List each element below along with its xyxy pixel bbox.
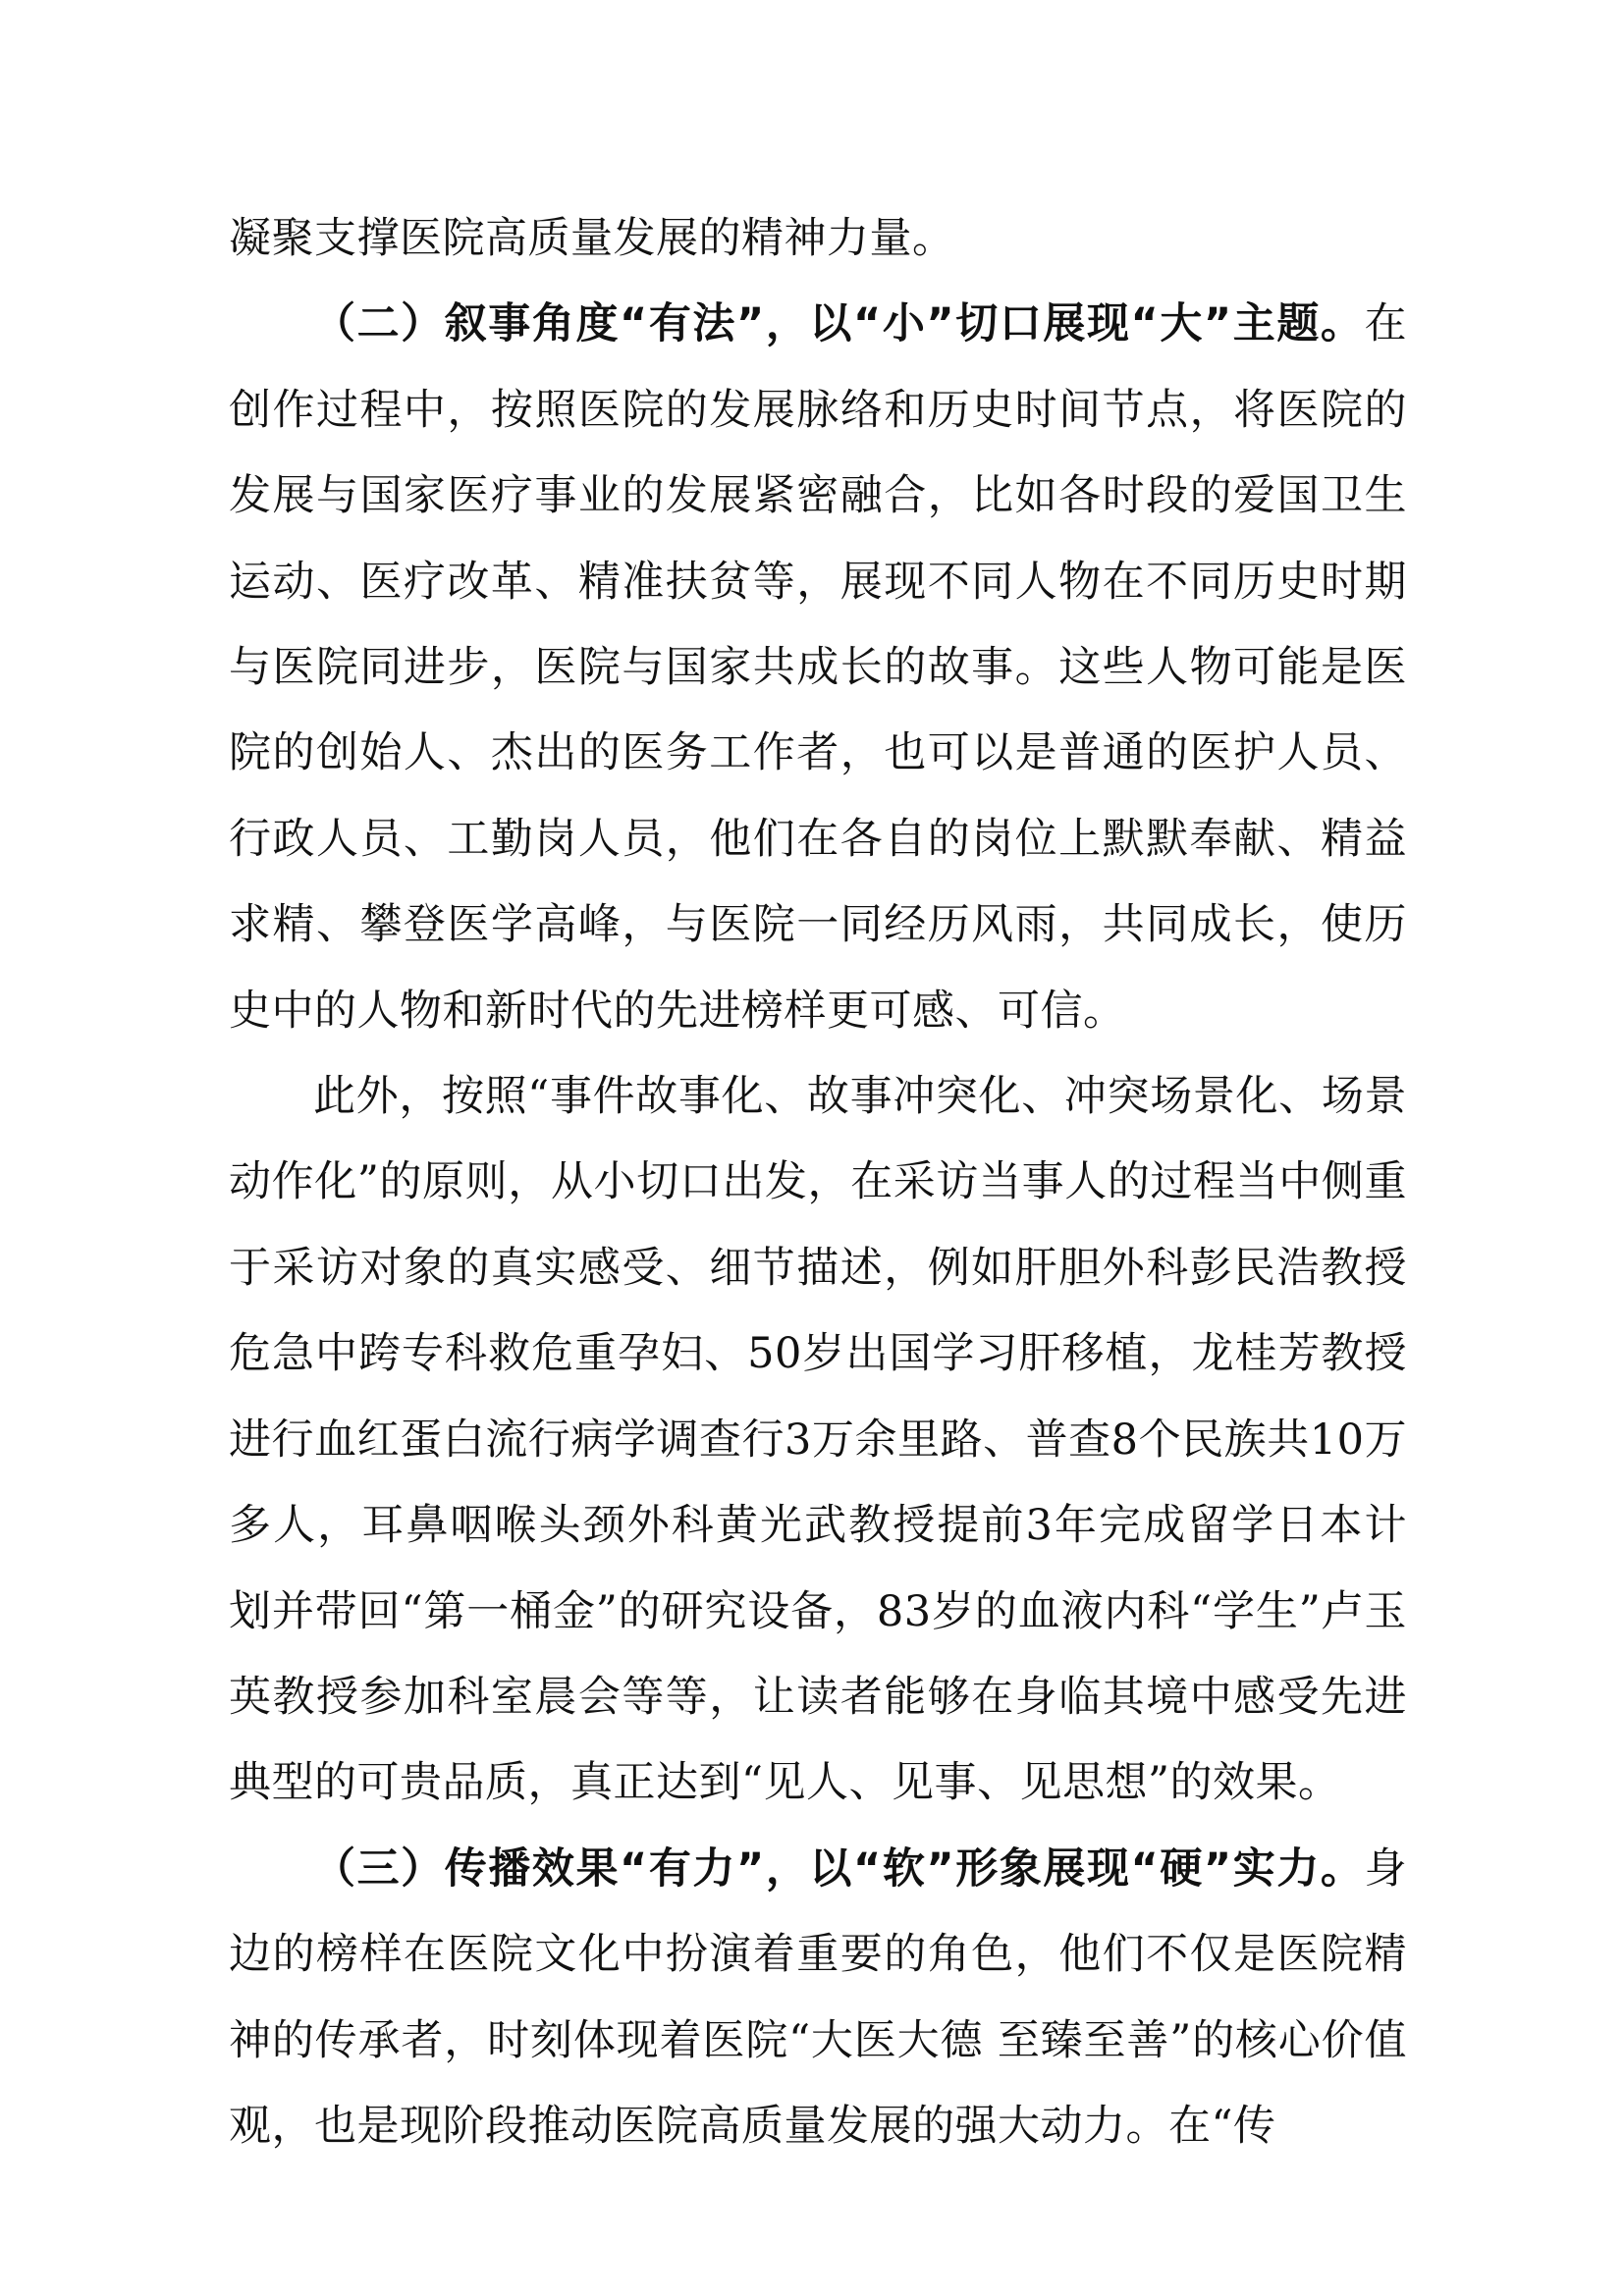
paragraph-section-two: [229, 282, 1407, 1054]
paragraph-text: 此外，按照“事件故事化、故事冲突化、冲突场景化、场景动作化”的原则，从小切口出发，在采访当事人的过程当中侧重于采访对象的真实感受、细节描述，例如肝胆外科彭民浩教授危急中跨专科救危重孕妇、50岁出国学习肝移植，龙桂芳教授进行血红蛋白流行病学调查行3万余里路、普查8个民族共10万多人，耳鼻咽喉头颈外科黄光武教授提前3年完成留学日本计划并带回“第一桶金”的研究设备，83岁的血液内科“学生”卢玉英教授参加科室晨会等等，让读者能够在身临其境中感受先进典型的可贵品质，真正达到“见人、见事、见思想”的效果。: [229, 1072, 1407, 1808]
section-heading: （二）叙事角度“有法”，以“小”切口展现“大”主题。: [313, 299, 1365, 349]
paragraph-continuation: [229, 196, 1407, 282]
paragraph-text: 在创作过程中，按照医院的发展脉络和历史时间节点，将医院的发展与国家医疗事业的发展紧密融合，比如各时段的爱国卫生运动、医疗改革、精准扶贫等，展现不同人物在不同历史时期与医院同进步，医院与国家共成长的故事。这些人物可能是医院的创始人、杰出的医务工作者，也可以是普通的医护人员、行政人员、工勤岗人员，他们在各自的岗位上默默奉献、精益求精、攀登医学高峰，与医院一同经历风雨，共同成长，使历史中的人物和新时代的先进榜样更可感、可信。: [229, 299, 1407, 1036]
paragraph-text: 身边的榜样在医院文化中扮演着重要的角色，他们不仅是医院精神的传承者，时刻体现着医院“大医大德 至臻至善”的核心价值观，也是现阶段推动医院高质量发展的强大动力。在“传: [229, 1843, 1407, 2151]
document-body: [229, 196, 1407, 2169]
paragraph-section-three: [229, 1827, 1407, 2170]
paragraph-text: 凝聚支撑医院高质量发展的精神力量。: [229, 214, 955, 263]
section-heading: （三）传播效果“有力”，以“软”形象展现“硬”实力。: [313, 1843, 1365, 1894]
paragraph-principles: [229, 1054, 1407, 1827]
